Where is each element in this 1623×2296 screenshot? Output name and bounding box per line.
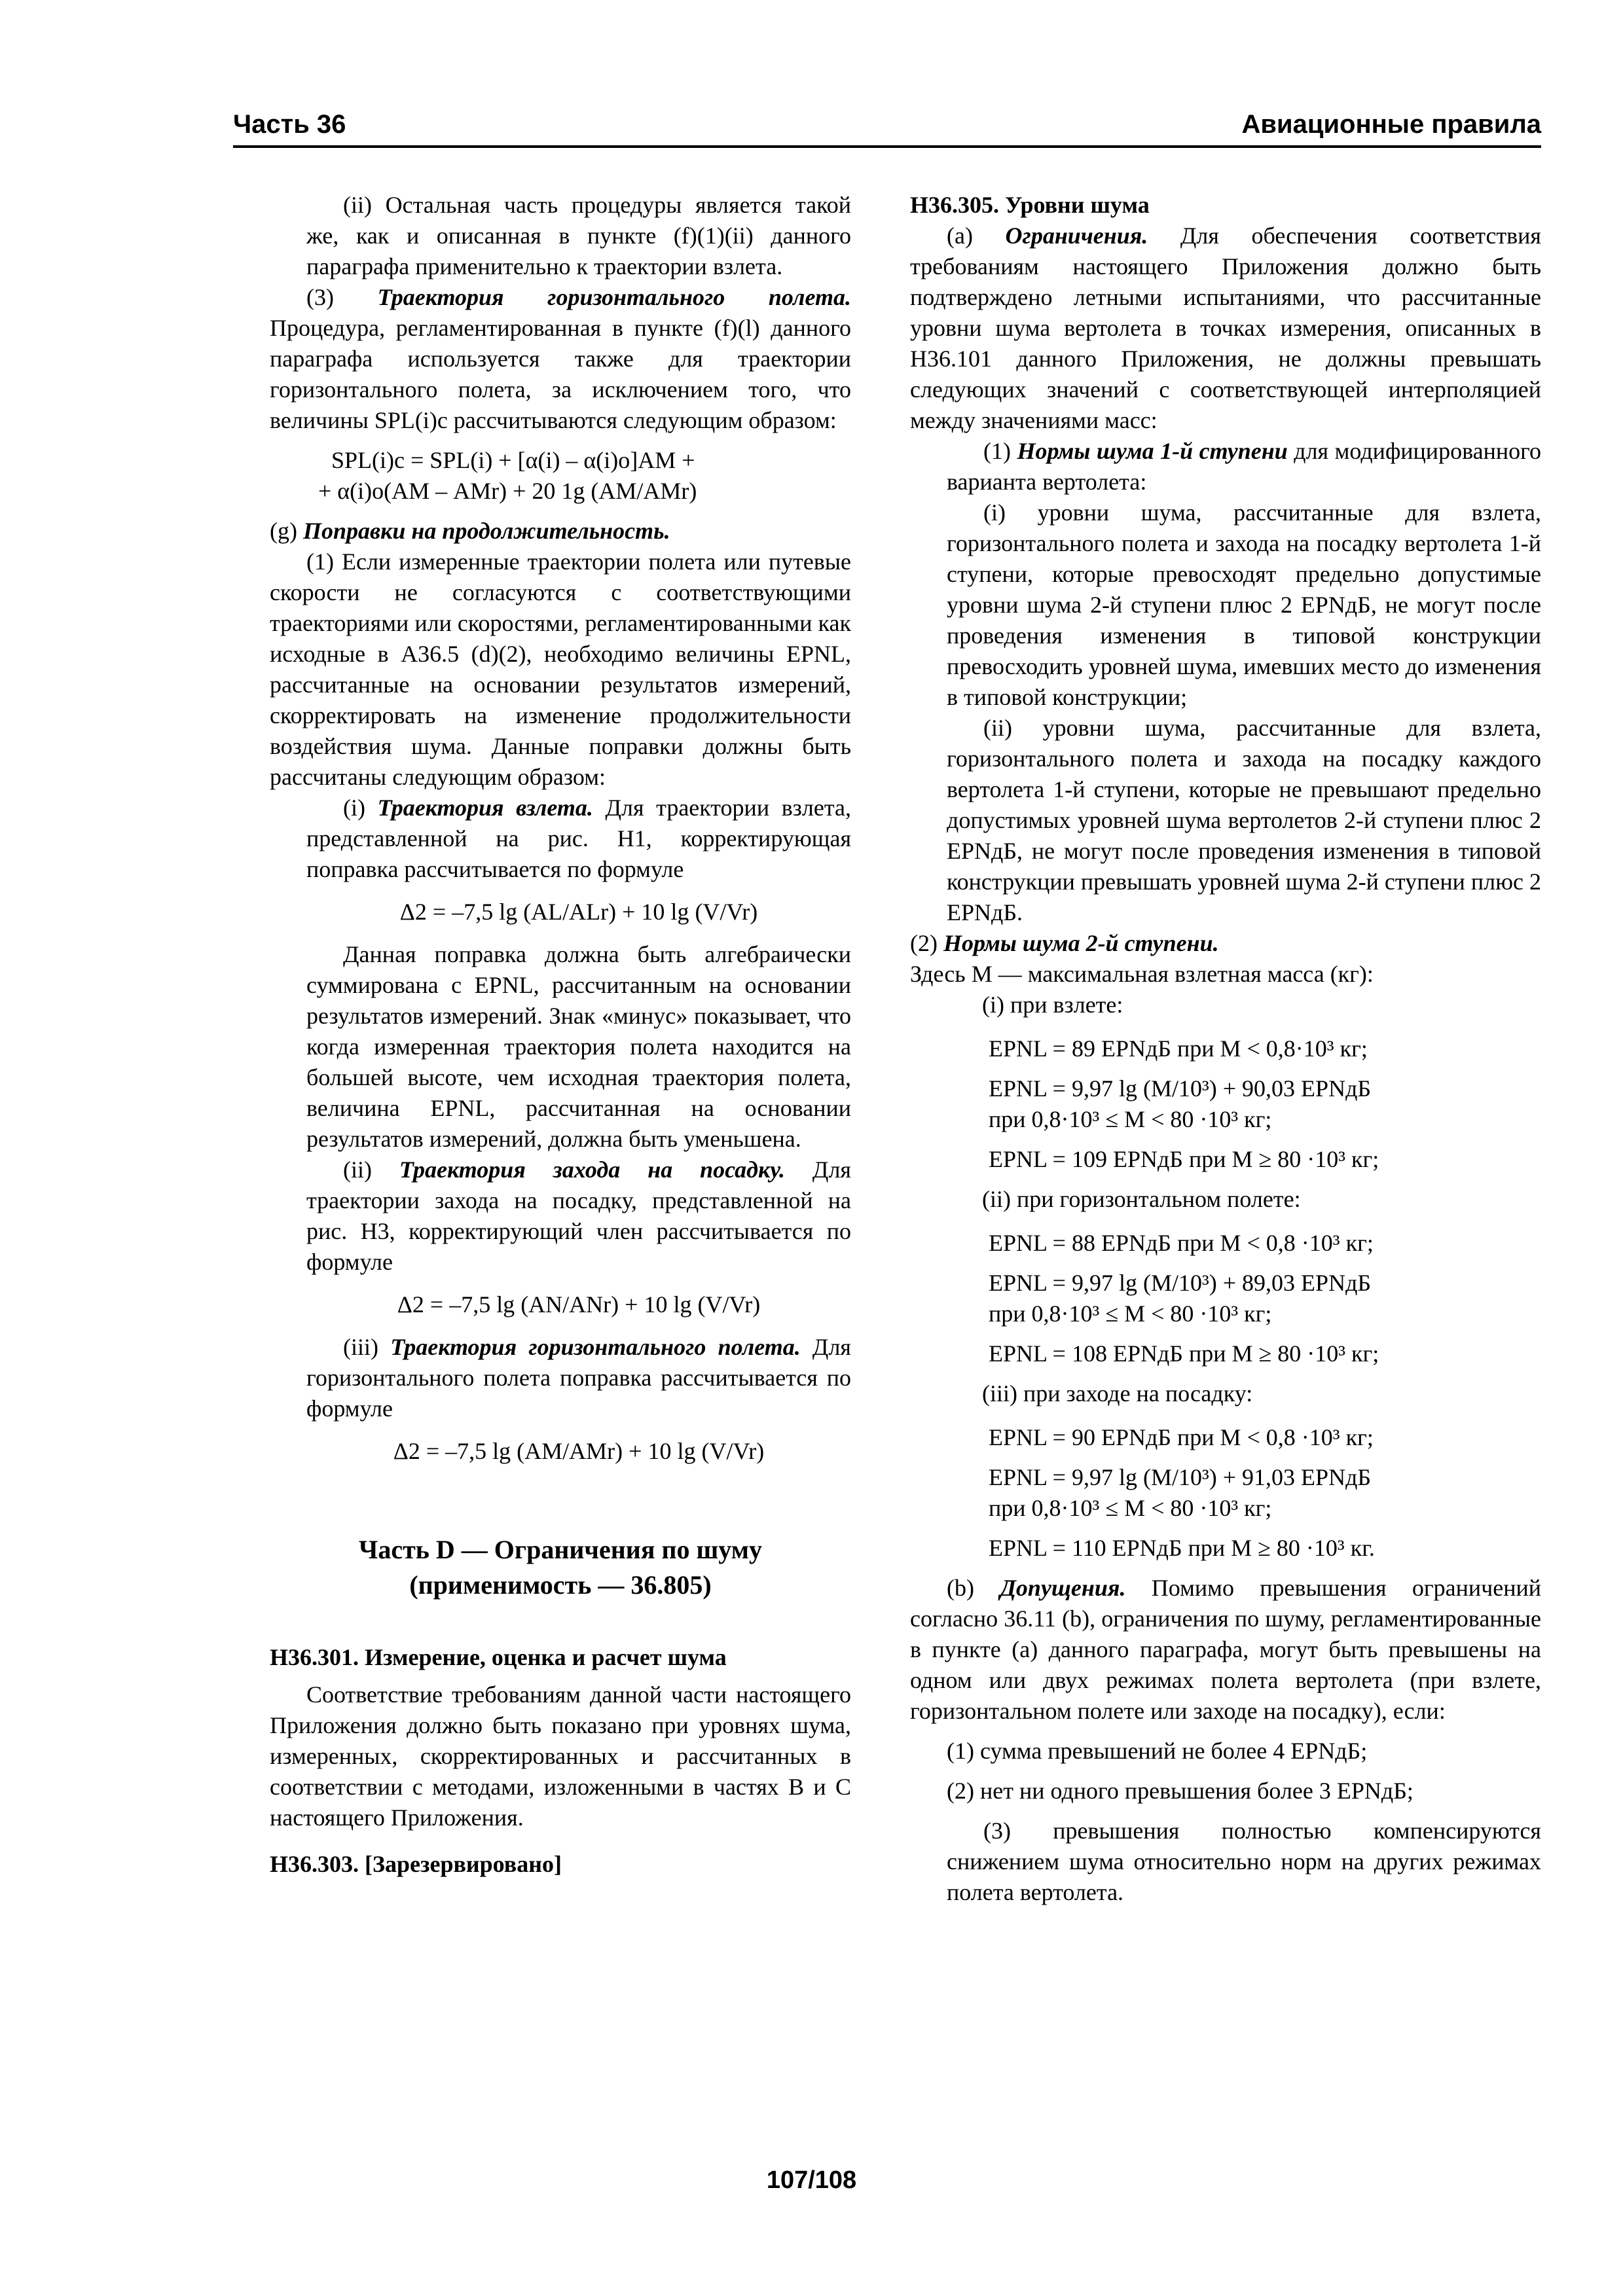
paragraph: Здесь М — максимальная взлетная масса (кг): (910, 961, 1374, 987)
list-item: (2) нет ни одного превышения более 3 EPNдБ; (947, 1778, 1413, 1804)
formula: EPNL = 108 EPNдБ при М ≥ 80 ·10³ кг; (989, 1340, 1379, 1367)
paragraph: Данная поправка должна быть алгебраически суммирована с EPNL, рассчитанным на основании результатов измерений. Знак «минус» показывает, что когда измеренная траектория полета находится на большей высоте, чем исходная траектория полета, величина EPNL, рассчитанная на основании результатов измерений, должна быть уменьшена. (306, 941, 851, 1152)
left-column (270, 190, 851, 1886)
paragraph: (ii) Остальная часть процедуры является такой же, как и описанная в пункте (f)(1)(ii) данного параграфа применительно к траектории взлета. (306, 192, 851, 279)
header-title: Авиационные правила (1241, 110, 1541, 139)
formula: EPNL = 109 EPNдБ при М ≥ 80 ·10³ кг; (989, 1146, 1379, 1172)
paragraph: (ii) Траектория захода на посадку. Для траектории захода на посадку, представленной на рис. Н3, корректирующий член рассчитывается по формуле (306, 1157, 851, 1275)
formula: Δ2 = –7,5 lg (AM/AMr) + 10 lg (V/Vr) (393, 1438, 765, 1464)
paragraph: (i) Траектория взлета. Для траектории взлета, представленной на рис. H1, корректирующая поправка рассчитывается по формуле (306, 795, 852, 882)
right-column (910, 190, 1541, 1908)
section-heading: (g) Поправки на продолжительность. (270, 518, 670, 544)
section-heading: Н36.303. [Зарезервировано] (270, 1851, 562, 1877)
formula: EPNL = 89 EPNдБ при М < 0,8·10³ кг; (989, 1035, 1368, 1062)
formula: Δ2 = –7,5 lg (AL/ALr) + 10 lg (V/Vr) (399, 899, 758, 925)
paragraph: (3) Траектория горизонтального полета. Процедура, регламентированная в пункте (f)(l) данного параграфа используется также для траектории горизонтального полета, за исключением того, что величины SPL(i)с рассчитываются следующим образом: (270, 284, 851, 433)
paragraph: (а) Ограничения. Для обеспечения соответствия требованиям настоящего Приложения должно быть подтверждено летными испытаниями, что рассчитанные уровни шума вертолета в точках измерения, описанных в Н36.101 данного Приложения, не должны превышать следующих значений с соответствующей интерполяцией между значениями масс: (910, 223, 1541, 433)
formula: Δ2 = –7,5 lg (AN/ANr) + 10 lg (V/Vr) (397, 1291, 761, 1318)
header-part: Часть 36 (233, 110, 346, 139)
paragraph: (2) Нормы шума 2-й ступени. (910, 930, 1219, 956)
paragraph: (iii) Траектория горизонтального полета. Для горизонтального полета поправка рассчитывается по формуле (306, 1334, 851, 1422)
formula: EPNL = 9,97 lg (M/10³) + 90,03 EPNдБ при 0,8·10³ ≤ M < 80 ·10³ кг; (989, 1075, 1372, 1132)
paragraph: (i) при взлете: (982, 992, 1123, 1018)
page-number: 107/108 (766, 2166, 857, 2194)
formula: EPNL = 110 EPNдБ при М ≥ 80 ·10³ кг. (989, 1535, 1375, 1561)
paragraph: (i) уровни шума, рассчитанные для взлета, горизонтального полета и захода на посадку вертолета 1-й ступени, которые превосходят предельно допустимые уровни шума 2-й ступени плюс 2 EPNдБ, не могут после проведения изменения в типовой конструкции превосходить уровней шума, имевших место до изменения в типовой конструкции; (947, 499, 1541, 710)
list-item: (3) превышения полностью компенсируются снижением шума относительно норм на других режимах полета вертолета. (947, 1818, 1541, 1905)
section-heading: Н36.301. Измерение, оценка и расчет шума (270, 1644, 727, 1670)
formula: EPNL = 90 EPNдБ при М < 0,8 ·10³ кг; (989, 1424, 1374, 1450)
page-header (233, 105, 1541, 148)
paragraph: (iii) при заходе на посадку: (982, 1380, 1253, 1407)
paragraph: (b) Допущения. Помимо превышения ограничений согласно 36.11 (b), ограничения по шуму, регламентированные в пункте (а) данного параграфа, могут быть превышены на одном или двух режимах полета вертолета (при взлете, горизонтальном полете или заходе на посадку), если: (910, 1575, 1541, 1724)
section-heading: Н36.305. Уровни шума (910, 192, 1150, 218)
formula: EPNL = 9,97 lg (M/10³) + 89,03 EPNдБ при 0,8·10³ ≤ M < 80 ·10³ кг; (989, 1270, 1372, 1327)
formula: EPNL = 88 EPNдБ при М < 0,8 ·10³ кг; (989, 1230, 1374, 1256)
formula: EPNL = 9,97 lg (M/10³) + 91,03 EPNдБ при 0,8·10³ ≤ M < 80 ·10³ кг; (989, 1464, 1372, 1521)
paragraph: (1) Если измеренные траектории полета или путевые скорости не согласуются с соответствующими траекториями или скоростями, регламентированными как исходные в А36.5 (d)(2), необходимо величины EPNL, рассчитанные на основании результатов измерений, скорректировать на изменение продолжительности воздействия шума. Данные поправки должны быть рассчитаны следующим образом: (270, 548, 851, 790)
paragraph: (ii) при горизонтальном полете: (982, 1186, 1301, 1212)
paragraph: Соответствие требованиям данной части настоящего Приложения должно быть показано при уровнях шума, измеренных, скорректированных и рассчитанных в соответствии с методами, изложенными в частях В и С настоящего Приложения. (270, 1681, 851, 1831)
formula: SPL(i)с = SPL(i) + [α(i) – α(i)о]АМ + + α(i)о(АМ – АМr) + 20 1g (АМ/АМr) (318, 447, 697, 504)
paragraph: (ii) уровни шума, рассчитанные для взлета, горизонтального полета и захода на посадку каждого вертолета 1-й ступени, которые не превышают предельно допустимых уровней шума вертолетов 2-й ступени плюс 2 EPNдБ, не могут после проведения изменения в типовой конструкции превышать уровней шума 2-й ступени плюс 2 EPNдБ. (947, 715, 1541, 925)
part-heading: Часть D — Ограничения по шуму (применимость — 36.805) (359, 1535, 762, 1600)
paragraph: (1) Нормы шума 1-й ступени для модифицированного варианта вертолета: (947, 438, 1541, 495)
list-item: (1) сумма превышений не более 4 EPNдБ; (947, 1738, 1368, 1764)
